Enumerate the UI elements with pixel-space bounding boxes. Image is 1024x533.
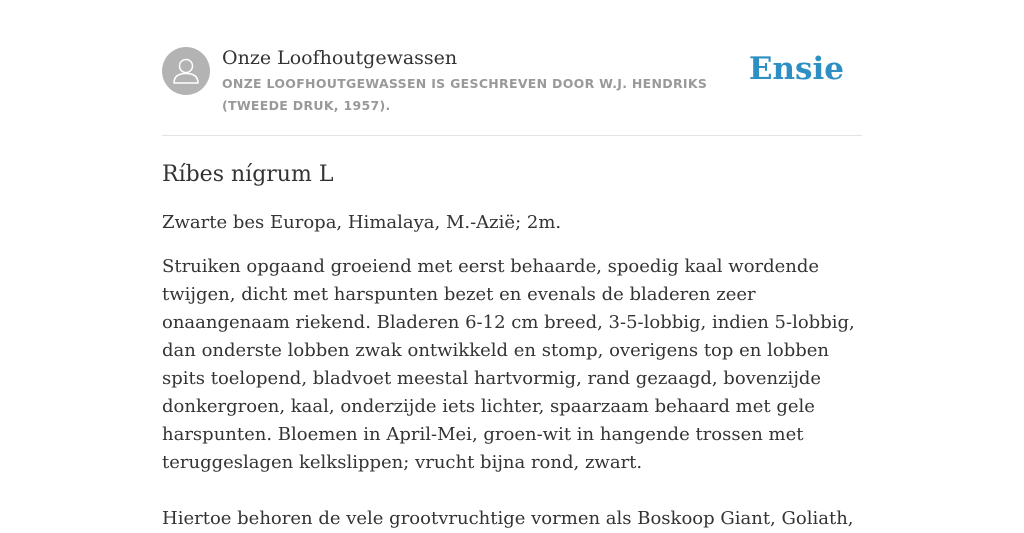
entry-subtitle: Zwarte bes Europa, Himalaya, M.-Azië; 2m. (162, 212, 562, 233)
header-divider (162, 135, 862, 136)
entry-content (162, 158, 862, 533)
entry-title: Ríbes nígrum L (162, 162, 334, 187)
header (162, 46, 862, 136)
author-description: ONZE LOOFHOUTGEWASSEN IS GESCHREVEN DOOR W.J. HENDRIKS (TWEEDE DRUK, 1957). (222, 76, 708, 113)
brand-logo[interactable]: Ensie (748, 51, 844, 87)
user-icon (162, 47, 210, 95)
entry-extra: Hiertoe behoren de vele grootvruchtige vormen als Boskoop Giant, Goliath, (162, 508, 854, 529)
avatar[interactable] (162, 47, 210, 95)
author-name[interactable]: Onze Loofhoutgewassen (222, 47, 458, 69)
entry-body: Struiken opgaand groeiend met eerst behaarde, spoedig kaal wordende twijgen, dicht met harspunten bezet en evenals de bladeren zeer onaangenaam riekend. Bladeren 6-12 cm breed, 3-5-lobbig, indien 5-lobbig, dan onderste lobben zwak ontwikkeld en stomp, overigens top en lobben spits toelopend, bladvoet meestal hartvormig, rand gezaagd, bovenzijde donkergroen, kaal, onderzijde iets lichter, spaarzaam behaard met gele harspunten. Bloemen in April-Mei, groen-wit in hangende trossen met teruggeslagen kelkslippen; vrucht bijna rond, zwart. (162, 256, 855, 473)
